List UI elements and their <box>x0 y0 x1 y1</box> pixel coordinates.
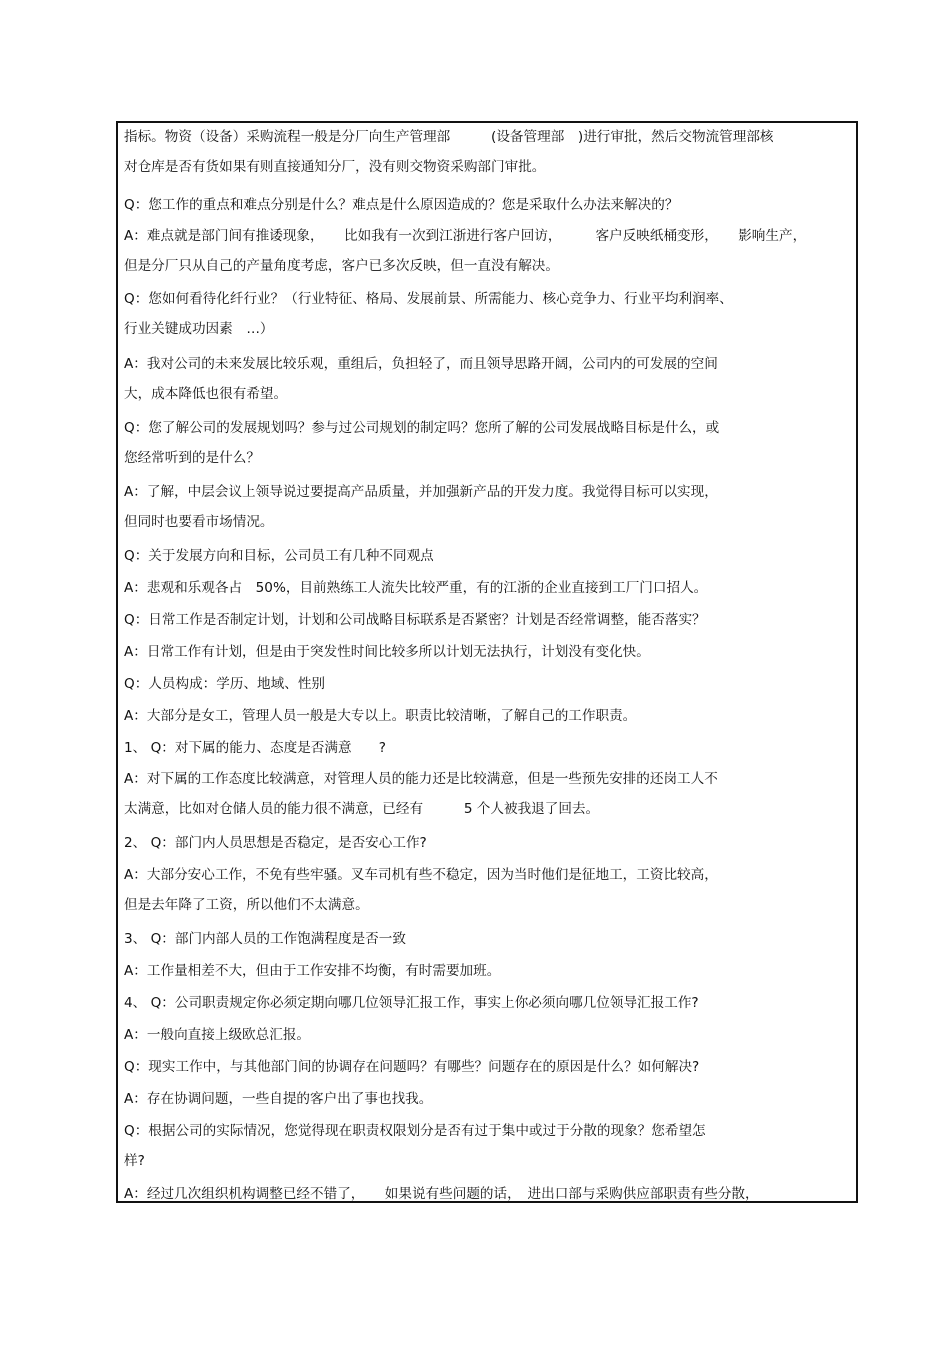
body-line: Q：您如何看待化纤行业？（行业特征、格局、发展前景、所需能力、核心竞争力、行业平均利润率、 <box>124 291 733 307</box>
body-line: 2、 Q：部门内人员思想是否稳定，是否安心工作? <box>124 835 427 851</box>
body-line: A：悲观和乐观各占 50%，目前熟练工人流失比较严重，有的江浙的企业直接到工厂门口招人。 <box>124 580 708 596</box>
body-line: A：对下属的工作态度比较满意，对管理人员的能力还是比较满意，但是一些预先安排的还岗工人不 <box>124 771 718 787</box>
body-line: 4、 Q：公司职责规定你必须定期向哪几位领导汇报工作，事实上你必须向哪几位领导汇报工作? <box>124 995 699 1011</box>
body-line: A：大部分安心工作，不免有些牢骚。叉车司机有些不稳定，因为当时他们是征地工，工资比较高， <box>124 867 718 883</box>
body-line: A：日常工作有计划，但是由于突发性时间比较多所以计划无法执行，计划没有变化快。 <box>124 644 650 660</box>
body-line: 行业关键成功因素 …） <box>124 321 274 337</box>
body-line: Q：根据公司的实际情况，您觉得现在职责权限划分是否有过于集中或过于分散的现象？您希望怎 <box>124 1123 706 1139</box>
body-line: A：经过几次组织机构调整已经不错了， 如果说有些问题的话， 进出口部与采购供应部职责有些分散， <box>124 1186 759 1202</box>
body-line: 对仓库是否有货如果有则直接通知分厂，没有则交物资采购部门审批。 <box>124 159 546 175</box>
body-line: A：工作量相差不大，但由于工作安排不均衡，有时需要加班。 <box>124 963 501 979</box>
body-line: A：难点就是部门间有推诿现象， 比如我有一次到江浙进行客户回访， 客户反映纸桶变形， 影响生产， <box>124 228 807 244</box>
body-line: 您经常听到的是什么？ <box>124 450 260 466</box>
body-line: Q：人员构成：学历、地域、性别 <box>124 676 326 692</box>
body-line: 但是分厂只从自己的产量角度考虑，客户已多次反映，但一直没有解决。 <box>124 258 559 274</box>
body-line: Q：您了解公司的发展规划吗？参与过公司规划的制定吗？您所了解的公司发展战略目标是什么，或 <box>124 420 720 436</box>
body-line: 大，成本降低也很有希望。 <box>124 386 288 402</box>
body-line: Q：您工作的重点和难点分别是什么？难点是什么原因造成的？您是采取什么办法来解决的？ <box>124 197 679 213</box>
body-line: A：了解，中层会议上领导说过要提高产品质量，并加强新产品的开发力度。我觉得目标可以实现， <box>124 484 718 500</box>
body-line: 但是去年降了工资，所以他们不太满意。 <box>124 897 369 913</box>
body-line: A：大部分是女工，管理人员一般是大专以上。职责比较清晰，了解自己的工作职责。 <box>124 708 637 724</box>
body-line: Q：现实工作中，与其他部门间的协调存在问题吗？有哪些？问题存在的原因是什么？如何解决? <box>124 1059 700 1075</box>
body-line: 太满意，比如对仓储人员的能力很不满意，已经有 5 个人被我退了回去。 <box>124 801 600 817</box>
body-line: 但同时也要看市场情况。 <box>124 514 274 530</box>
body-line: 指标。物资（设备）采购流程一般是分厂向生产管理部 (设备管理部 )进行审批，然后交物流管理部核 <box>124 129 774 145</box>
body-line: Q：日常工作是否制定计划，计划和公司战略目标联系是否紧密？计划是否经常调整，能否落实？ <box>124 612 706 628</box>
body-line: A：存在协调问题，一些自提的客户出了事也找我。 <box>124 1091 433 1107</box>
body-line: 3、 Q：部门内部人员的工作饱满程度是否一致 <box>124 931 406 947</box>
body-line: A：一般向直接上级欧总汇报。 <box>124 1027 311 1043</box>
body-line: A：我对公司的未来发展比较乐观，重组后，负担轻了，而且领导思路开阔，公司内的可发展的空间 <box>124 356 718 372</box>
body-line: 样? <box>124 1153 145 1169</box>
body-line: Q：关于发展方向和目标，公司员工有几种不同观点 <box>124 548 434 564</box>
body-line: 1、 Q：对下属的能力、态度是否满意 ? <box>124 740 386 756</box>
